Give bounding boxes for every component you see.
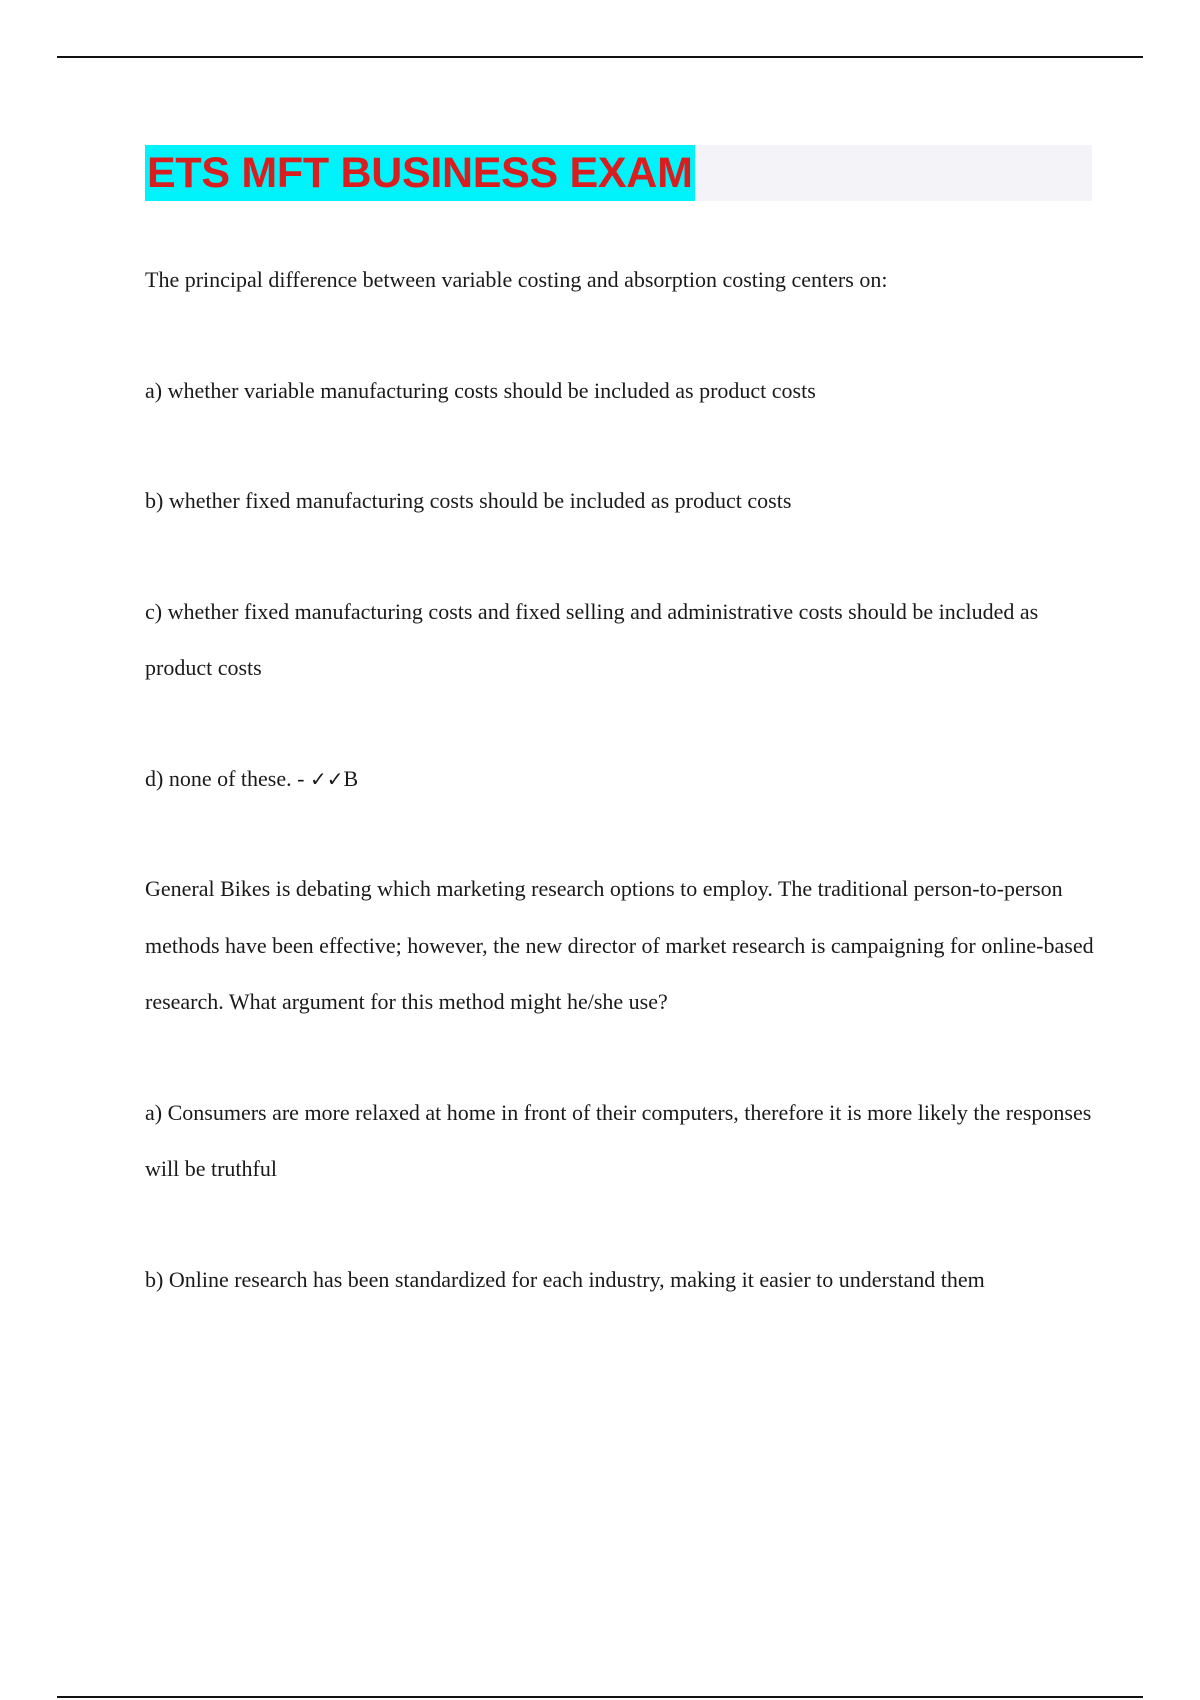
question-1-option-a: a) whether variable manufacturing costs should be included as product costs <box>145 377 816 403</box>
checkmark-icon: ✓✓ <box>309 766 344 791</box>
document-title: ETS MFT BUSINESS EXAM <box>145 145 695 201</box>
question-2-option-a: a) Consumers are more relaxed at home in front of their computers, therefore it is more likely the responses will be truthful <box>145 1099 1092 1181</box>
question-1-stem: The principal difference between variable costing and absorption costing centers on: <box>145 267 888 292</box>
question-1-option-c: c) whether fixed manufacturing costs and fixed selling and administrative costs should be included as product costs <box>145 598 1039 680</box>
question-1-answer: B <box>343 765 359 791</box>
question-2-option-b: b) Online research has been standardized for each industry, making it easier to understand them <box>145 1266 985 1292</box>
question-1-option-b: b) whether fixed manufacturing costs should be included as product costs <box>145 488 792 513</box>
question-1-option-d-text: d) none of these. - <box>145 765 310 791</box>
question-2-stem: General Bikes is debating which marketing research options to employ. The traditional person-to-person methods have been effective; however, the new director of market research is campaigning for online-based research. What argument for this method might he/she use? <box>145 876 1094 1014</box>
bottom-rule <box>57 1696 1143 1698</box>
question-1-option-d <box>145 751 1105 808</box>
document-body <box>145 252 1105 1362</box>
top-rule <box>57 56 1143 58</box>
